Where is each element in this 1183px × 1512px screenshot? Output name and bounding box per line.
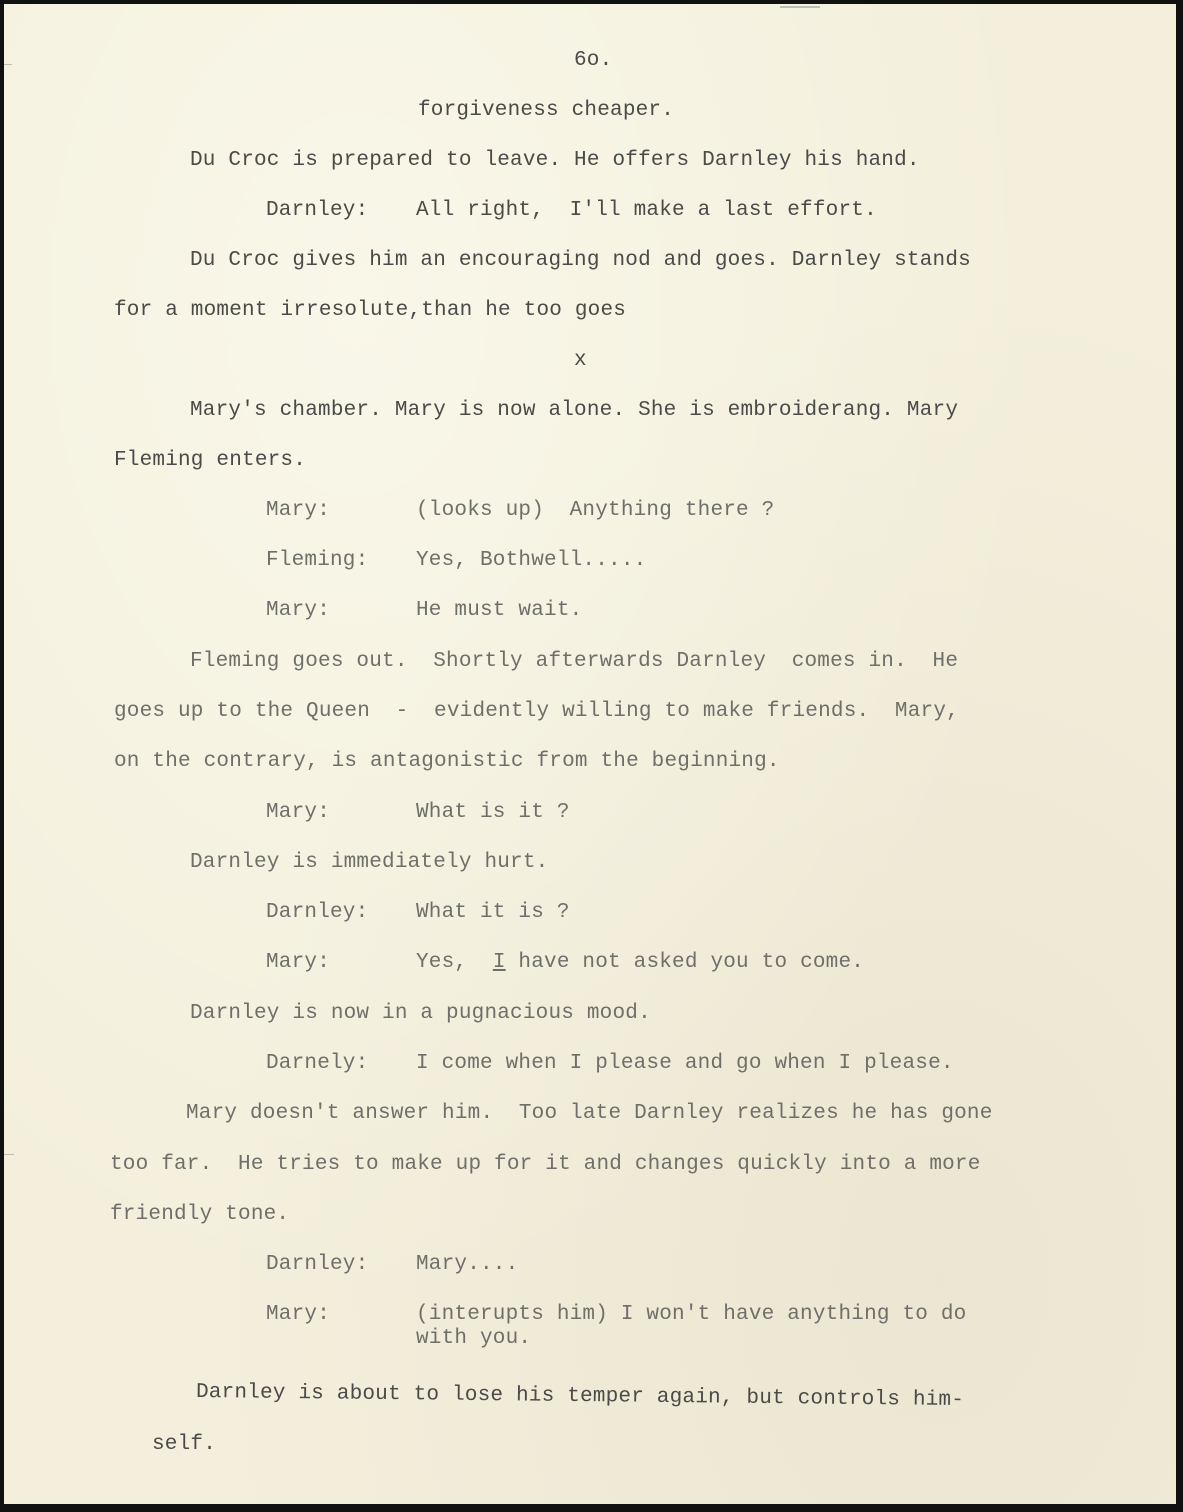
text-line: Du Croc is prepared to leave. He offers Darnley his hand. <box>190 149 920 172</box>
dialogue-line <box>266 800 570 826</box>
dialogue-line <box>266 198 877 224</box>
speaker-name: Mary: <box>266 1303 331 1326</box>
text-line: for a moment irresolute,than he too goes <box>114 299 627 322</box>
speaker-name: Darnley: <box>266 1253 369 1276</box>
text-line: Darnley is now in a pugnacious mood. <box>190 1002 651 1025</box>
speaker-name: Darnley: <box>266 199 369 222</box>
dialogue-line <box>266 598 582 624</box>
speaker-name: Darnley: <box>266 901 369 924</box>
dialogue-text: Mary.... <box>416 1253 519 1276</box>
text-line: too far. He tries to make up for it and changes quickly into a more <box>110 1153 981 1176</box>
scene-break-mark: x <box>574 349 587 372</box>
dialogue-text: All right, I'll make a last effort. <box>416 199 877 222</box>
page-number: 6o. <box>574 49 613 72</box>
dialogue-text: have not asked you to come. <box>505 951 865 974</box>
dialogue-text: What is it ? <box>416 801 570 824</box>
dialogue-text: Yes, Bothwell..... <box>416 549 647 572</box>
speaker-name: Mary: <box>266 599 331 622</box>
text-line: goes up to the Queen - evidently willing to make friends. Mary, <box>114 700 959 723</box>
dialogue-line <box>266 1051 954 1077</box>
speaker-name: Fleming: <box>266 549 369 572</box>
text-line: on the contrary, is antagonistic from the beginning. <box>114 750 780 773</box>
dialogue-text: (looks up) Anything there ? <box>416 499 775 522</box>
dialogue-continuation: with you. <box>416 1327 532 1350</box>
dialogue-line <box>266 900 570 926</box>
dialogue-text: Yes, <box>416 951 493 974</box>
dialogue-line <box>266 1252 518 1278</box>
dialogue-text: What it is ? <box>416 901 570 924</box>
paper-mark <box>780 6 820 8</box>
dialogue-line <box>266 950 864 976</box>
text-line: friendly tone. <box>110 1203 290 1226</box>
speaker-name: Mary: <box>266 499 331 522</box>
underlined-word: I <box>492 951 506 974</box>
paper-mark <box>4 1154 14 1155</box>
dialogue-line <box>266 1302 967 1328</box>
speaker-name: Darnely: <box>266 1052 369 1075</box>
text-line: self. <box>152 1433 217 1456</box>
text-line: Fleming goes out. Shortly afterwards Darnley comes in. He <box>190 650 959 673</box>
text-line: Fleming enters. <box>114 449 307 472</box>
dialogue-text: I come when I please and go when I please. <box>416 1052 954 1075</box>
speaker-name: Mary: <box>266 951 331 974</box>
dialogue-text: (interupts him) I won't have anything to do <box>416 1303 967 1326</box>
dialogue-line <box>266 548 646 574</box>
text-line: Mary's chamber. Mary is now alone. She is embroiderang. Mary <box>190 399 959 422</box>
typescript-page <box>4 4 1176 1504</box>
text-line: Darnley is immediately hurt. <box>190 851 549 874</box>
text-line: Du Croc gives him an encouraging nod and goes. Darnley stands <box>190 249 971 272</box>
text-line: forgiveness cheaper. <box>418 99 675 122</box>
text-line: Darnley is about to lose his temper again, but controls him- <box>195 1381 965 1413</box>
paper-mark <box>4 64 12 65</box>
text-line: Mary doesn't answer him. Too late Darnley realizes he has gone <box>186 1102 993 1125</box>
dialogue-text: He must wait. <box>416 599 583 622</box>
dialogue-line <box>266 498 774 524</box>
speaker-name: Mary: <box>266 801 331 824</box>
